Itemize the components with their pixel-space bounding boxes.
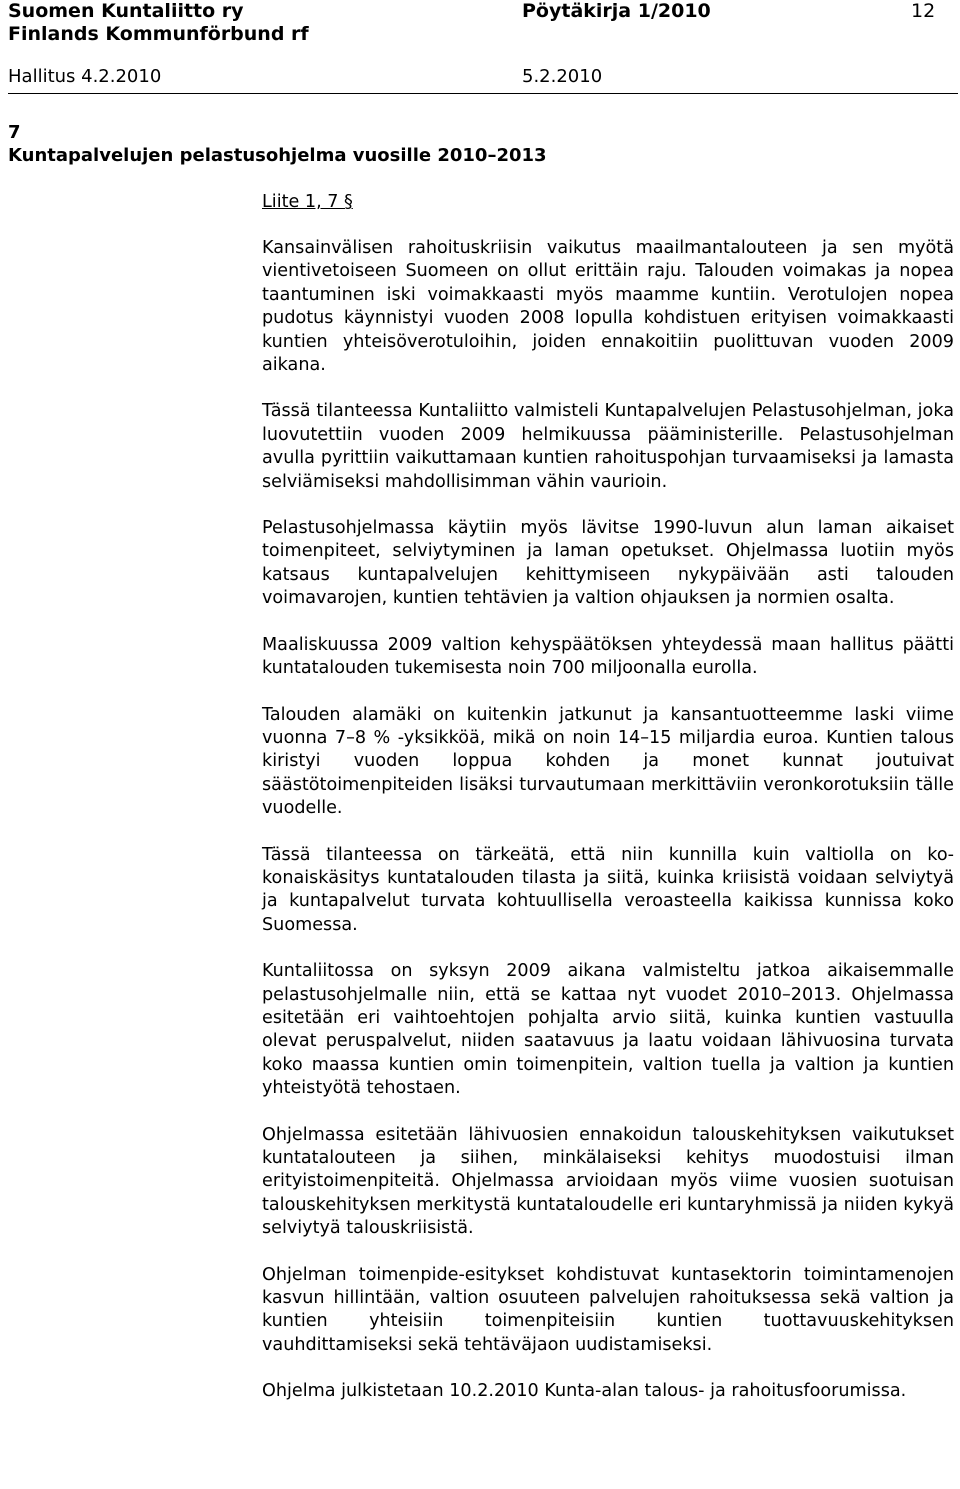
paragraph: Talouden alamäki on kuitenkin jatkunut ja kansantuotteemme laski viime vuonna 7–8 % -yksikköä, mikä on noin 14–15 miljardia euroa. Kuntien talous kiristyi vuoden loppua kohden ja monet kunnat joutuivat säästötoimenpiteiden lisäksi turvautumaan merkittäviin veronkorotuksiin tälle vuodelle.	[262, 704, 954, 819]
section-number: 7	[8, 122, 21, 143]
paragraph: Kansainvälisen rahoituskriisin vaikutus maailmantalouteen ja sen myötä vientivetoiseen Suomeen on ollut erittäin raju. Talouden voimakas ja nopea taantuminen iski voimakkaasti myös maamme kuntiin. Verotulojen nopea pudotus käynnistyi vuoden 2008 lopulla kohdistuen erityisen voimakkaasti kuntien yhteisöverotuloihin, joiden ennakoitiin puolittuvan vuoden 2009 aikana.	[262, 238, 954, 376]
meeting-date: Hallitus 4.2.2010	[8, 66, 162, 87]
header-divider	[8, 93, 958, 94]
paragraph: Kuntaliitossa on syksyn 2009 aikana valmisteltu jatkoa aikaisemmalle pelastusohjelmalle niin, että se kattaa nyt vuodet 2010–2013. Ohjelmassa esitetään eri vaihtoehtojen pohjalta arvio siitä, kuinka kuntien vastuulla olevat peruspalvelut, niiden saatavuus ja laatu voidaan lähivuosina turvata koko maassa kuntien omin toimenpitein, valtion tuella ja valtion ja kuntien yhteistyötä tehostaen.	[262, 961, 954, 1099]
paragraph: Ohjelmassa esitetään lähivuosien ennakoidun talouskehityksen vaikutukset kuntatalouteen ja siihen, minkälaiseksi kehitys muodostuisi ilman erityistoimenpiteitä. Ohjelmassa arvioidaan myös viime vuosien suotuisan talouskehityksen merkitystä kuntataloudelle eri kuntaryhmissä ja niiden kykyä selviytyä talouskriisistä.	[262, 1124, 954, 1239]
organization-name-finnish: Suomen Kuntaliitto ry	[8, 0, 244, 22]
paragraph: Ohjelman toimenpide-esitykset kohdistuvat kuntasektorin toimintamenojen kasvun hillintään, valtion osuuteen palvelujen rahoituksessa sekä valtion ja kuntien yhteisiin toimenpiteisiin kuntien tuottavuuskehityksen vauhdittamiseksi sekä tehtäväjaon uudistamiseksi.	[262, 1264, 954, 1355]
document-title: Pöytäkirja 1/2010	[522, 0, 711, 22]
section-title: Kuntapalvelujen pelastusohjelma vuosille 2010–2013	[8, 145, 547, 166]
document-body	[262, 237, 954, 1427]
organization-name-swedish: Finlands Kommunförbund rf	[8, 23, 309, 45]
paragraph: Maaliskuussa 2009 valtion kehyspäätöksen yhteydessä maan hallitus päätti kuntatalouden tukemisesta noin 700 miljoonalla eurolla.	[262, 634, 954, 679]
document-header	[8, 0, 958, 100]
paragraph: Tässä tilanteessa Kuntaliitto valmisteli Kuntapalvelujen Pelastusohjelman, joka luovutettiin vuoden 2009 helmikuussa pääministerille. Pelastusohjelman avulla pyrittiin vaikuttamaan kuntien rahoituspohjan turvaamiseksi ja lamasta selviämiseksi mahdollisimman vähin vaurioin.	[262, 401, 954, 492]
paragraph: Pelastusohjelmassa käytiin myös lävitse 1990-luvun alun laman aikaiset toimenpiteet, selviytyminen ja laman opetukset. Ohjelmassa luotiin myös katsaus kuntapalvelujen kehittymiseen nykypäivään asti talouden voimavarojen, kuntien tehtävien ja valtion ohjauksen ja normien osalta.	[262, 518, 954, 609]
paragraph: Ohjelma julkistetaan 10.2.2010 Kunta-alan talous- ja rahoitusfoorumissa.	[262, 1381, 907, 1402]
paragraph: Tässä tilanteessa on tärkeätä, että niin kunnilla kuin valtiolla on kokonaiskäsitys kuntatalouden tilasta ja siitä, kuinka kriisistä voidaan selviytyä ja kuntapalvelut turvata kohtuullisella veroasteella kaikissa kunnissa koko Suomessa.	[262, 844, 954, 935]
document-date: 5.2.2010	[522, 66, 603, 87]
attachment-reference: Liite 1, 7 §	[262, 192, 353, 212]
page-number: 12	[911, 0, 936, 22]
